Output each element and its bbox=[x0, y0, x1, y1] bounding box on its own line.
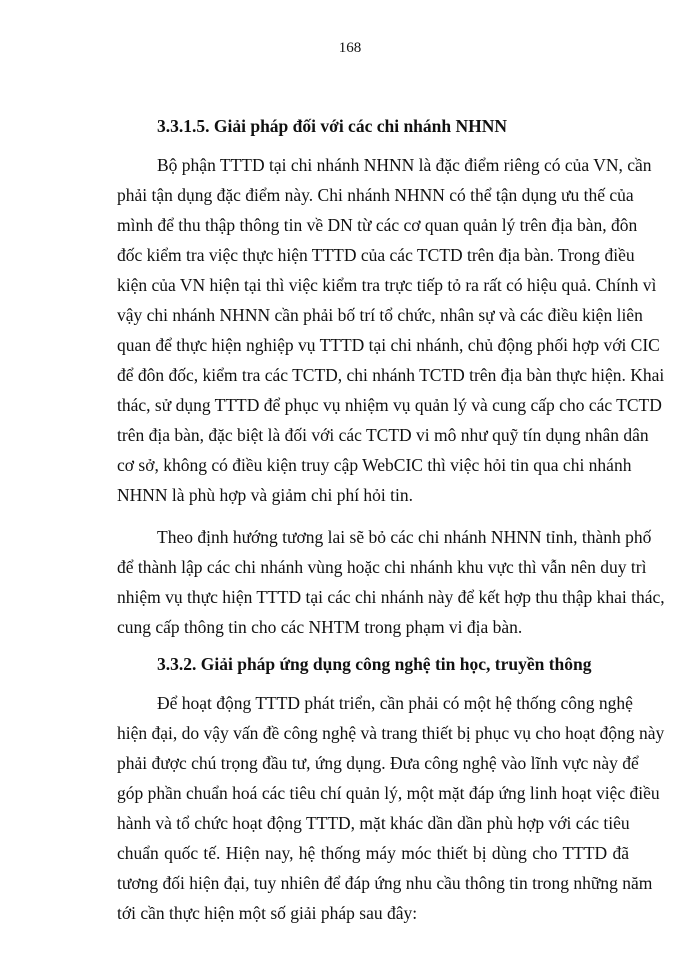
text-line: quan để thực hiện nghiệp vụ TTTD tại chi nhánh, chủ động phối hợp với CIC bbox=[117, 335, 660, 355]
text-line: nhiệm vụ thực hiện TTTD tại các chi nhánh này để kết hợp thu thập khai thác, bbox=[117, 587, 665, 607]
text-line: kiện của VN hiện tại thì việc kiểm tra trực tiếp tỏ ra rất có hiệu quả. Chính vì bbox=[117, 275, 657, 295]
text-line: tới cần thực hiện một số giải pháp sau đây: bbox=[117, 903, 418, 923]
text-line: NHNN là phù hợp và giảm chi phí hỏi tin. bbox=[117, 485, 414, 505]
text-line: phải được chú trọng đầu tư, ứng dụng. Đưa công nghệ vào lĩnh vực này để bbox=[117, 753, 639, 773]
text-line: thác, sử dụng TTTD để phục vụ nhiệm vụ quản lý và cung cấp cho các TCTD bbox=[117, 395, 662, 415]
text-line: mình để thu thập thông tin về DN từ các cơ quan quản lý trên địa bàn, đôn bbox=[117, 215, 638, 235]
text-line: tương đối hiện đại, tuy nhiên để đáp ứng nhu cầu thông tin trong những năm bbox=[117, 873, 653, 893]
paragraph-future-orientation bbox=[117, 522, 665, 642]
text-line: Theo định hướng tương lai sẽ bỏ các chi nhánh NHNN tỉnh, thành phố bbox=[157, 527, 652, 547]
text-line: trên địa bàn, đặc biệt là đối với các TCTD vi mô như quỹ tín dụng nhân dân bbox=[117, 425, 649, 445]
text-line: hành và tổ chức hoạt động TTTD, mặt khác dần dần phù hợp với các tiêu bbox=[117, 813, 630, 833]
text-line: cơ sở, không có điều kiện truy cập WebCIC thì việc hỏi tin qua chi nhánh bbox=[117, 455, 632, 475]
page-number: 168 bbox=[338, 40, 362, 56]
text-line: Bộ phận TTTD tại chi nhánh NHNN là đặc điểm riêng có của VN, cần bbox=[157, 155, 652, 175]
text-line: góp phần chuẩn hoá các tiêu chí quản lý, một mặt đáp ứng linh hoạt việc điều bbox=[117, 783, 660, 803]
text-line: đốc kiểm tra việc thực hiện TTTD của các TCTD trên địa bàn. Trong điều bbox=[117, 245, 635, 265]
section-heading-3-3-1-5: 3.3.1.5. Giải pháp đối với các chi nhánh NHNN bbox=[157, 116, 508, 136]
text-line: để thành lập các chi nhánh vùng hoặc chi nhánh khu vực thì vẫn nên duy trì bbox=[117, 557, 647, 577]
text-line: chuẩn quốc tế. Hiện nay, hệ thống máy móc thiết bị dùng cho TTTD đã bbox=[117, 843, 629, 863]
paragraph-it-solutions bbox=[117, 688, 665, 928]
document-body bbox=[117, 116, 665, 928]
text-line: vậy chi nhánh NHNN cần phải bố trí tổ chức, nhân sự và các điều kiện liên bbox=[117, 305, 643, 325]
text-line: để đôn đốc, kiểm tra các TCTD, chi nhánh TCTD trên địa bàn thực hiện. Khai bbox=[117, 365, 665, 385]
section-heading-3-3-2: 3.3.2. Giải pháp ứng dụng công nghệ tin học, truyền thông bbox=[157, 654, 592, 674]
text-line: hiện đại, do vậy vấn đề công nghệ và trang thiết bị phục vụ cho hoạt động này bbox=[117, 723, 665, 743]
text-line: phải tận dụng đặc điểm này. Chi nhánh NHNN có thể tận dụng ưu thế của bbox=[117, 185, 634, 205]
paragraph-nhnn-branch-role bbox=[117, 150, 665, 510]
text-line: cung cấp thông tin cho các NHTM trong phạm vi địa bàn. bbox=[117, 617, 523, 637]
text-line: Để hoạt động TTTD phát triển, cần phải có một hệ thống công nghệ bbox=[157, 693, 633, 713]
